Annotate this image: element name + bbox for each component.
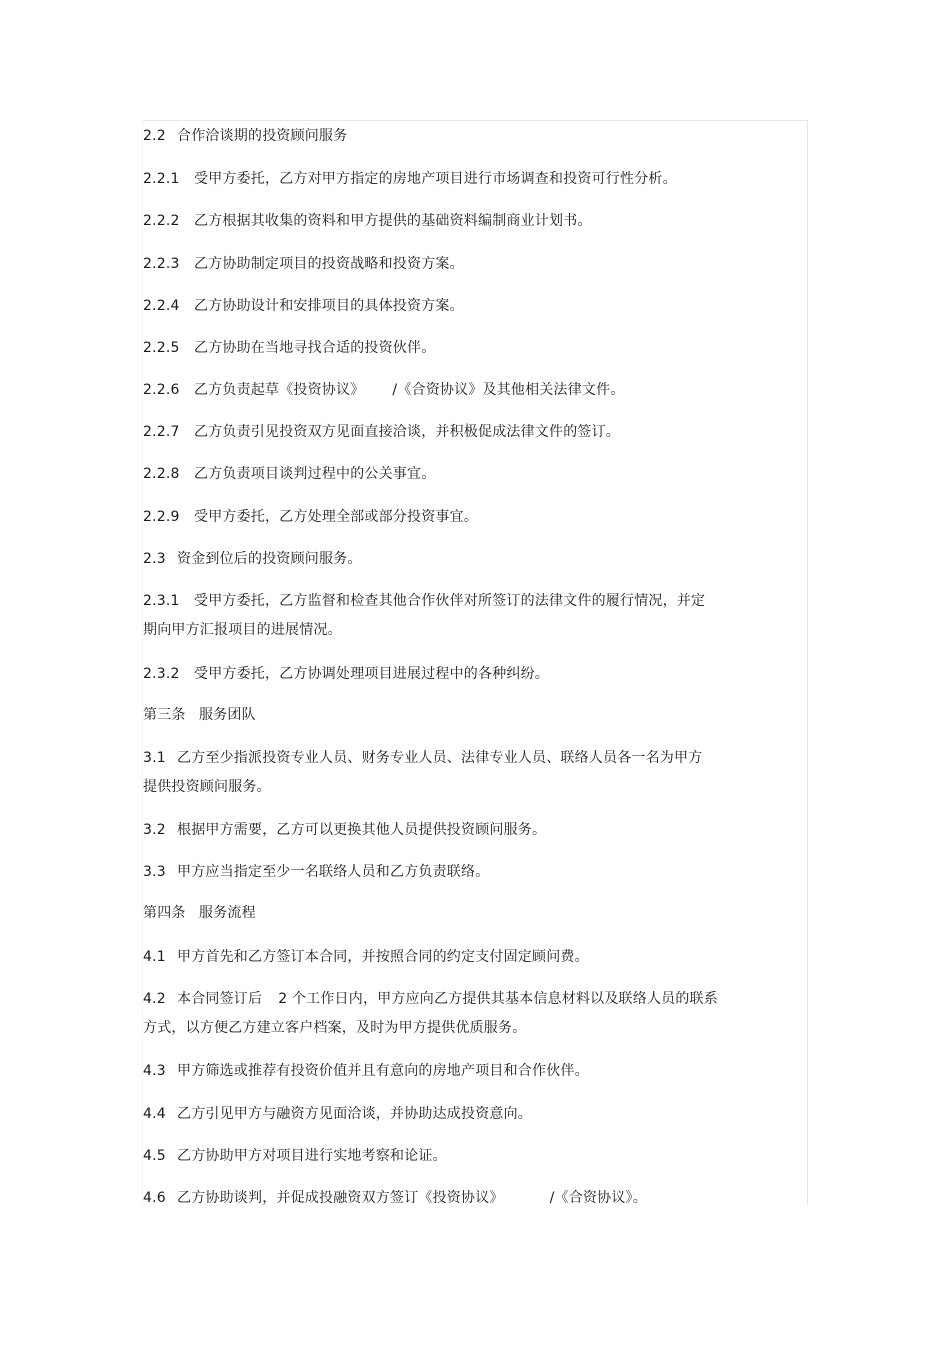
clause-text: 合作洽谈期的投资顾问服务: [177, 128, 348, 144]
clause-line: [143, 254, 464, 274]
clause-line: [143, 507, 478, 527]
clause-text: 乙方协助在当地寻找合适的投资伙伴。: [194, 340, 436, 356]
clause-line: [143, 947, 589, 967]
clause-text-continued: /《合资协议》及其他相关法律文件。: [392, 382, 625, 398]
clause-number: 4.5: [143, 1148, 166, 1164]
clause-text: 受甲方委托，乙方监督和检查其他合作伙伴对所签订的法律文件的履行情况，并定: [194, 593, 706, 609]
clause-number: 2.2.3: [143, 256, 180, 272]
clause-text: 乙方引见甲方与融资方见面洽谈，并协助达成投资意向。: [177, 1106, 532, 1122]
clause-text: 乙方至少指派投资专业人员、财务专业人员、法律专业人员、联络人员各一名为甲方: [177, 750, 703, 766]
clause-text: 乙方根据其收集的资料和甲方提供的基础资料编制商业计划书。: [194, 213, 592, 229]
clause-number: 4.3: [143, 1063, 166, 1079]
clause-number: 2.3: [143, 551, 166, 567]
clause-line: [143, 380, 625, 400]
clause-line: [143, 862, 489, 882]
clause-line: [143, 1061, 589, 1081]
clause-text: 乙方负责起草《投资协议》: [194, 382, 365, 398]
clause-text: 乙方协助设计和安排项目的具体投资方案。: [194, 298, 464, 314]
clause-text: 乙方协助谈判，并促成投融资双方签订《投资协议》: [177, 1190, 504, 1206]
clause-number: 3.3: [143, 864, 166, 880]
clause-text: 本合同签订后: [177, 991, 263, 1007]
clause-line: [143, 664, 549, 684]
clause-text: 甲方首先和乙方签订本合同，并按照合同的约定支付固定顾问费。: [177, 949, 589, 965]
clause-number: 4.1: [143, 949, 166, 965]
clause-number: 3.2: [143, 822, 166, 838]
clause-line: [143, 422, 620, 442]
clause-line: [143, 748, 702, 768]
clause-text-continued: 2 个工作日内，甲方应向乙方提供其基本信息材料以及联络人员的联系: [278, 991, 718, 1007]
clause-text: 期向甲方汇报项目的进展情况。: [143, 622, 342, 638]
clause-number: 4.2: [143, 991, 166, 1007]
clause-number: 2.2.4: [143, 298, 180, 314]
content-frame: [142, 120, 808, 1206]
clause-number: 2.2.9: [143, 509, 180, 525]
clause-text: 乙方协助制定项目的投资战略和投资方案。: [194, 256, 464, 272]
clause-text: 乙方负责引见投资双方见面直接洽谈，并积极促成法律文件的签订。: [194, 424, 620, 440]
clause-line: [143, 989, 718, 1009]
clause-text: 甲方筛选或推荐有投资价值并且有意向的房地产项目和合作伙伴。: [177, 1063, 589, 1079]
clause-text-continued: /《合资协议》。: [549, 1190, 647, 1206]
clause-text: 提供投资顾问服务。: [143, 779, 271, 795]
clause-line: [143, 591, 705, 611]
clause-line: [143, 126, 347, 146]
clause-number: 2.2: [143, 128, 166, 144]
clause-line: [143, 211, 592, 231]
clause-text: 受甲方委托，乙方协调处理项目进展过程中的各种纠纷。: [194, 666, 549, 682]
article-number: 第三条: [143, 707, 186, 723]
clause-text: 根据甲方需要，乙方可以更换其他人员提供投资顾问服务。: [177, 822, 547, 838]
clause-line: [143, 549, 362, 569]
clause-line: [143, 1146, 447, 1166]
clause-number: 4.4: [143, 1106, 166, 1122]
clause-number: 2.2.7: [143, 424, 180, 440]
clause-number: 2.3.1: [143, 593, 180, 609]
clause-line: [143, 464, 435, 484]
clause-line-wrap: [143, 620, 342, 640]
clause-line: [143, 820, 546, 840]
clause-text: 受甲方委托，乙方对甲方指定的房地产项目进行市场调查和投资可行性分析。: [194, 171, 677, 187]
article-title: 服务流程: [199, 905, 256, 921]
clause-number: 2.2.8: [143, 466, 180, 482]
clause-number: 2.3.2: [143, 666, 180, 682]
clause-number: 3.1: [143, 750, 166, 766]
clause-line: [143, 1188, 647, 1208]
clause-line-wrap: [143, 777, 271, 797]
clause-number: 2.2.5: [143, 340, 180, 356]
article-title: 服务团队: [199, 707, 256, 723]
clause-text: 受甲方委托，乙方处理全部或部分投资事宜。: [194, 509, 478, 525]
clause-number: 4.6: [143, 1190, 166, 1206]
clause-line: [143, 1104, 532, 1124]
article-heading: [143, 903, 256, 923]
clause-line: [143, 169, 677, 189]
clause-text: 资金到位后的投资顾问服务。: [177, 551, 362, 567]
clause-number: 2.2.1: [143, 171, 180, 187]
clause-line: [143, 338, 435, 358]
clause-text: 方式，以方便乙方建立客户档案，及时为甲方提供优质服务。: [143, 1020, 527, 1036]
clause-number: 2.2.2: [143, 213, 180, 229]
clause-number: 2.2.6: [143, 382, 180, 398]
article-heading: [143, 705, 256, 725]
clause-text: 甲方应当指定至少一名联络人员和乙方负责联络。: [177, 864, 490, 880]
clause-line: [143, 296, 464, 316]
clause-line-wrap: [143, 1018, 526, 1038]
clause-text: 乙方协助甲方对项目进行实地考察和论证。: [177, 1148, 447, 1164]
clause-text: 乙方负责项目谈判过程中的公关事宜。: [194, 466, 436, 482]
article-number: 第四条: [143, 905, 186, 921]
